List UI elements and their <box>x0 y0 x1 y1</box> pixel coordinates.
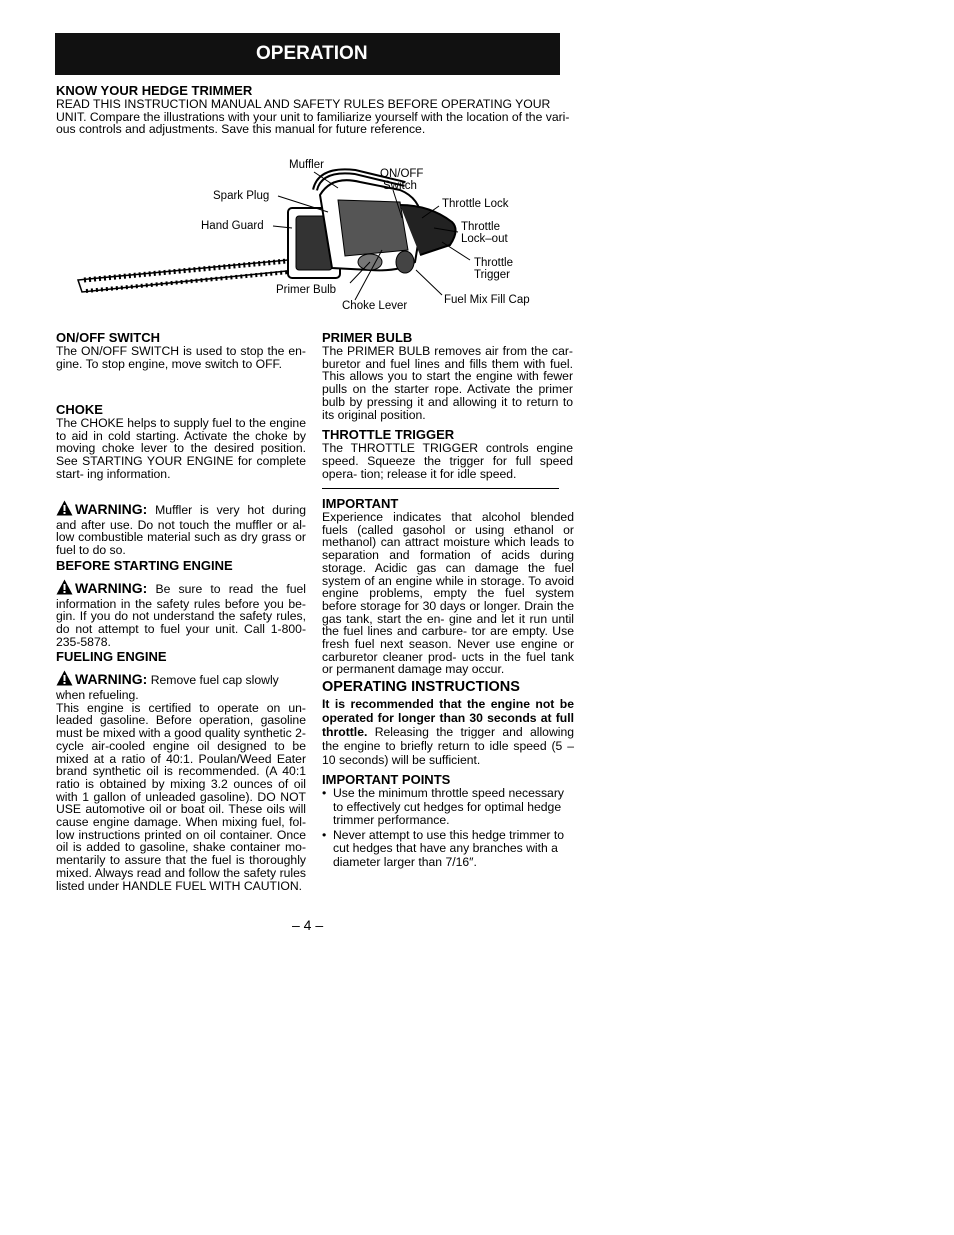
important-section <box>322 497 574 869</box>
primer-text: The PRIMER BULB removes air from the car- buretor and fuel lines and fills them with fuel. This allows you to start the engine with fewer pulls on the starter rope. Activate the primer bulb by pressing it and allowing it to return to its original position. <box>322 344 573 422</box>
operating-text: Releasing the trigger and allowing the engine to briefly return to idle speed (5 – 10 seconds) will be sufficient. <box>322 725 575 768</box>
before-start-heading: BEFORE STARTING ENGINE <box>56 557 233 573</box>
onoff-text: The ON/OFF SWITCH is used to stop the en- gine. To stop engine, move switch to OFF. <box>56 344 306 371</box>
operating-bold-text: It is recommended that the engine not be operated for longer than 30 seconds at full throttle. <box>322 697 574 740</box>
primer-section <box>322 331 573 480</box>
label-hand-guard: Hand Guard <box>201 220 264 232</box>
important-heading: IMPORTANT <box>322 496 399 511</box>
intro-line-3: ous controls and adjustments. Save this manual for future reference. <box>56 122 426 136</box>
bullet-2-text: Never attempt to use this hedge trimmer to cut hedges that have any branches with a diameter larger than 7/16″. <box>333 827 564 869</box>
fueling-text: This engine is certified to operate on un- leaded gasoline. Before operation, gasoline must be mixed with a good quality synthetic 2-cycle air-cooled engine oil designed to be mixed at a ratio of 40:1. Poulan/Weed Eater brand synthetic oil is recommended. (A 40:1 ratio is obtained by mixing 3.2 ounces of oil with 1 gallon of unleaded gasoline). DO NOT USE automotive oil or boat oil. These oils will cause engine damage. When mixing fuel, fol- low instructions printed on oil container. Once oil is added to gasoline, shake container mo- mentarily to assure that the fuel is thoroughly mixed. Always read and follow the safety rules listed under HANDLE FUEL WITH CAUTION. <box>56 700 306 893</box>
label-throttle-lockout-1: Throttle <box>461 221 500 233</box>
label-onoff-1: ON/OFF <box>380 168 424 180</box>
warning-triangle-icon <box>56 579 73 598</box>
warning-before-start-text: Be sure to read the fuel information in the safety rules before you be- gin. If you do not understand the safety rules, do not attempt to fuel your unit. Call 1-800-235-5878. <box>56 581 306 649</box>
warning-fueling <box>56 670 306 701</box>
warning-before-start <box>56 579 306 649</box>
choke-heading: CHOKE <box>56 402 103 417</box>
hedge-trimmer-diagram <box>70 150 560 320</box>
operating-text-block <box>322 697 574 767</box>
warning-label: WARNING: <box>75 579 148 596</box>
bullet-dot: • <box>322 786 327 801</box>
onoff-heading: ON/OFF SWITCH <box>56 330 160 345</box>
important-text: Experience indicates that alcohol blended fuels (called gasohol or using ethanol or methanol) can attract moisture which leads to separation and formation of acids during storage. Acidic gas can damage the fuel system of an engine while in storage. To avoid engine problems, empty the fuel system before storage for 30 days or longer. Drain the gas tank, start the en- gine and let it run until the fuel lines and carbure- tor are empty. Use fresh fuel next season. Never use engine or carburetor cleaner prod- ucts in the fuel tank or permanent damage may occur. <box>322 510 574 677</box>
primer-heading: PRIMER BULB <box>322 330 413 345</box>
label-primer-bulb: Primer Bulb <box>276 284 337 296</box>
label-throttle-trigger-1: Throttle <box>474 257 513 269</box>
warning-triangle-icon <box>56 500 73 519</box>
throttle-text: The THROTTLE TRIGGER controls engine speed. Squeeze the trigger for full speed opera- tion; release it for idle speed. <box>322 441 573 481</box>
page-title: OPERATION <box>256 43 368 64</box>
label-spark-plug: Spark Plug <box>213 190 270 202</box>
label-fuel-cap: Fuel Mix Fill Cap <box>444 294 530 306</box>
throttle-heading: THROTTLE TRIGGER <box>322 427 455 443</box>
label-throttle-lockout-2: Lock–out <box>461 233 508 245</box>
page-title-banner <box>55 33 560 75</box>
bullet-1-text: Use the minimum throttle speed necessary to effectively cut hedges for optimal hedge trimmer performance. <box>333 786 564 828</box>
warning-muffler-text: Muffler is very hot during and after use. Do not touch the muffler or al- low combustible material such as dry grass or fuel to do so. <box>56 503 307 558</box>
operating-heading: OPERATING INSTRUCTIONS <box>322 679 520 696</box>
warnings-fueling-section <box>56 500 306 892</box>
label-throttle-trigger-2: Trigger <box>474 269 510 281</box>
label-muffler: Muffler <box>289 159 324 171</box>
intro-line-1: READ THIS INSTRUCTION MANUAL AND SAFETY RULES BEFORE OPERATING YOUR <box>56 97 551 111</box>
onoff-section <box>56 331 306 370</box>
warning-label: WARNING: <box>75 671 148 688</box>
intro-section <box>56 84 586 136</box>
intro-heading: KNOW YOUR HEDGE TRIMMER <box>56 83 253 98</box>
warning-triangle-icon <box>56 670 73 689</box>
warning-muffler <box>56 500 306 557</box>
label-onoff-2: Switch <box>383 180 417 192</box>
page-number: – 4 – <box>292 917 324 933</box>
bullet-item-2 <box>322 829 574 870</box>
fueling-heading: FUELING ENGINE <box>56 649 167 665</box>
label-choke-lever: Choke Lever <box>342 300 408 312</box>
bullet-item-1 <box>322 787 574 828</box>
intro-line-2: UNIT. Compare the illustrations with your unit to familiarize yourself with the location of the vari- <box>56 109 570 124</box>
section-divider <box>322 488 559 489</box>
important-points-heading: IMPORTANT POINTS <box>322 772 451 788</box>
choke-section <box>56 403 306 481</box>
warning-label: WARNING: <box>75 501 148 517</box>
choke-text: The CHOKE helps to supply fuel to the engine to aid in cold starting. Activate the choke by moving choke lever to the desired position. See STARTING YOUR ENGINE for complete start- ing information. <box>56 416 306 481</box>
bullet-dot: • <box>322 827 327 842</box>
warning-fueling-text: Remove fuel cap slowly when refueling. <box>56 673 279 703</box>
label-throttle-lock: Throttle Lock <box>442 198 509 210</box>
